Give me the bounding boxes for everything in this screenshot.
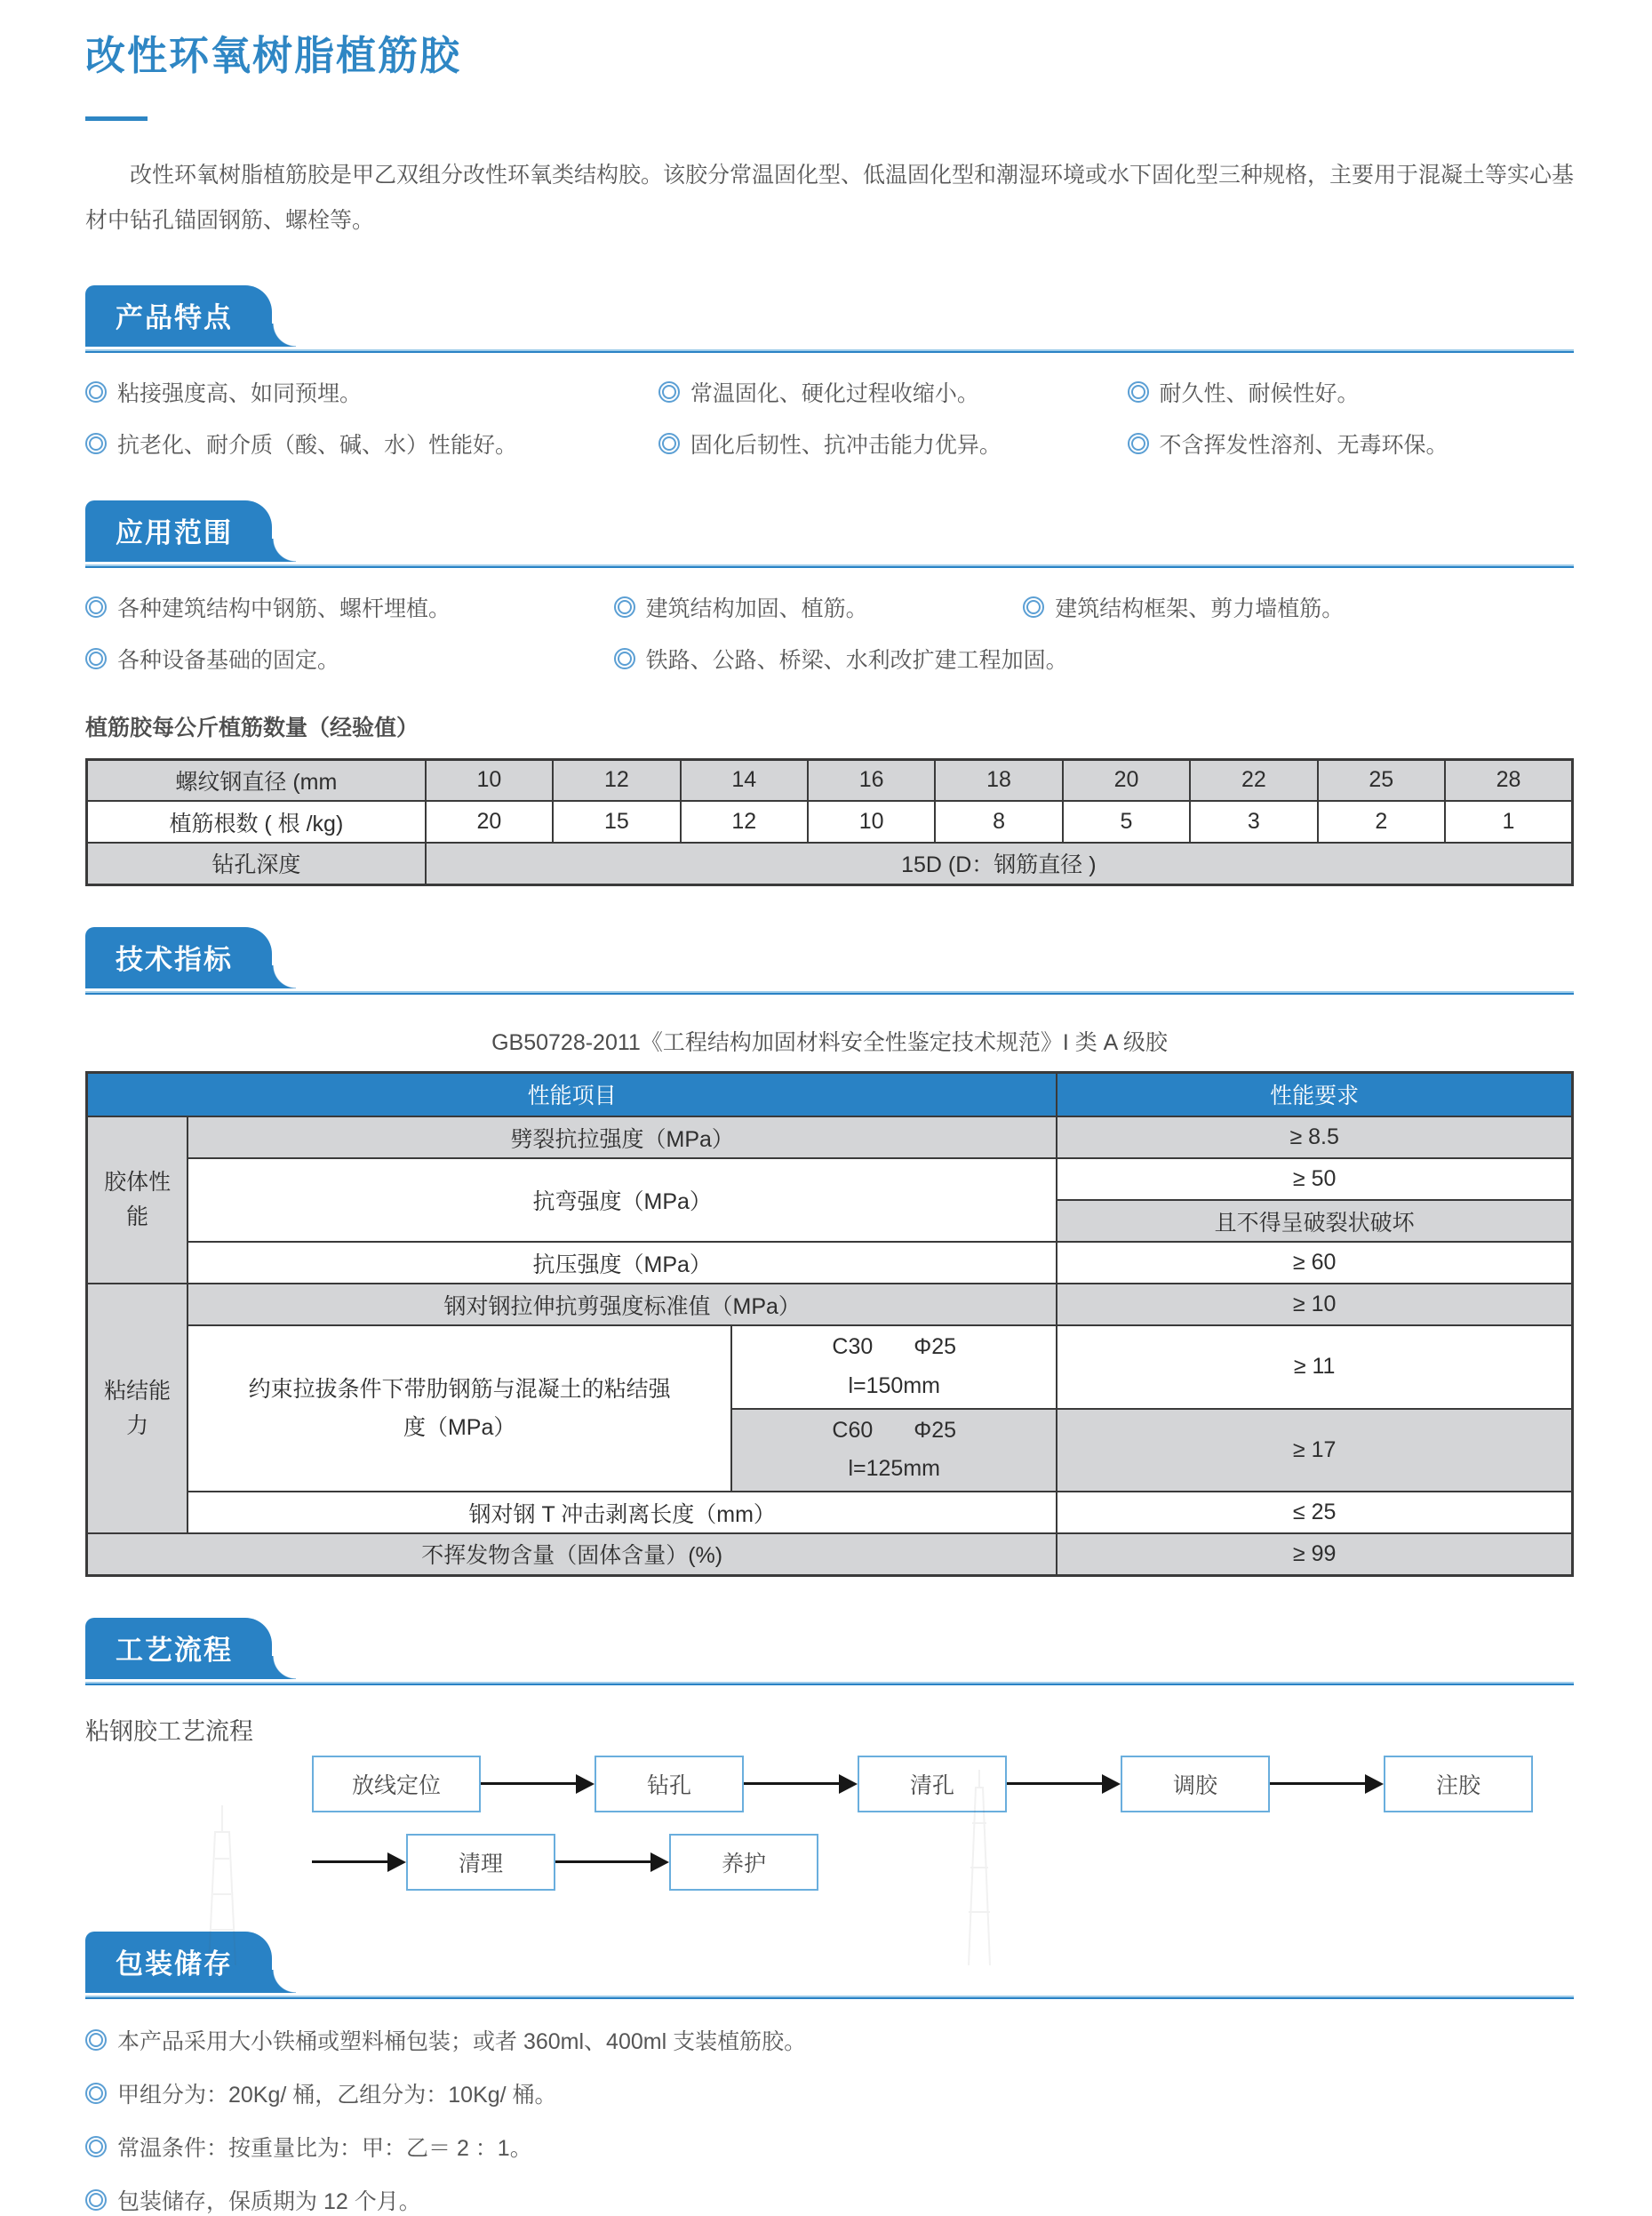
title-dash [85,116,148,121]
double-circle-bullet-icon [658,433,680,454]
diameter-cell: 12 [553,759,680,801]
condition-grade: C30 [832,1334,874,1359]
double-circle-bullet-icon [85,596,107,618]
section-applications-header [85,500,1574,568]
table-row [87,1242,1573,1284]
specs-tab: 技术指标 [85,927,272,988]
section-features-header [85,285,1574,353]
table-row [87,801,1573,843]
packaging-tab: 包装储存 [85,1932,272,1993]
packaging-text: 甲组分为：20Kg/ 桶，乙组分为：10Kg/ 桶。 [117,2082,557,2108]
list-item [85,643,614,675]
condition-cell-c60 [731,1409,1057,1492]
list-item [85,2184,1574,2216]
diameter-cell: 22 [1190,759,1317,801]
application-text: 建筑结构加固、植筋。 [645,596,868,621]
section-rule [85,564,1574,568]
double-circle-bullet-icon [658,381,680,403]
list-item [85,2024,1574,2056]
flow-subtitle: 粘钢胶工艺流程 [85,1717,253,1745]
requirement-value: 且不得呈破裂状破坏 [1057,1200,1572,1242]
requirement-value: ≥ 60 [1057,1242,1572,1284]
requirement-value: ≥ 11 [1057,1325,1572,1409]
arrow-right-icon [312,1860,388,1863]
section-rule [85,1996,1574,1999]
count-cell: 3 [1190,801,1317,843]
count-cell: 20 [426,801,553,843]
group-label-bond: 粘结能力 [87,1284,188,1533]
table-header-row [87,1072,1573,1116]
list-item [85,428,658,460]
process-tab: 工艺流程 [85,1618,272,1679]
list-item [85,376,658,408]
flowchart-row-2 [312,1834,1574,1891]
double-circle-bullet-icon [85,381,107,403]
list-item [1023,591,1574,623]
pullout-label: 约束拉拔条件下带肋钢筋与混凝土的粘结强度（MPa） [248,1377,671,1440]
requirement-value: ≥ 10 [1057,1284,1572,1325]
diameter-cell: 14 [681,759,808,801]
column-header-requirement: 性能要求 [1057,1072,1572,1116]
property-label: 抗弯强度（MPa） [188,1158,1057,1242]
property-label: 钢对钢拉伸抗剪强度标准值（MPa） [188,1284,1057,1325]
arrow-right-icon [481,1782,577,1785]
list-item [1128,428,1575,460]
application-text: 建筑结构框架、剪力墙植筋。 [1055,596,1345,621]
technical-spec-table [85,1071,1574,1577]
table-row [87,1158,1573,1200]
features-tab: 产品特点 [85,285,272,347]
arrow-right-icon [1270,1782,1366,1785]
double-circle-bullet-icon [1128,381,1149,403]
double-circle-bullet-icon [85,2029,107,2051]
group-label-glue: 胶体性能 [87,1116,188,1284]
double-circle-bullet-icon [1128,433,1149,454]
count-cell: 5 [1063,801,1190,843]
diameter-cell: 20 [1063,759,1190,801]
property-label: 劈裂抗拉强度（MPa） [188,1116,1057,1158]
list-item [658,376,1128,408]
flow-step: 调胶 [1121,1756,1270,1812]
feature-text: 耐久性、耐候性好。 [1159,380,1360,406]
row-label: 螺纹钢直径 (mm [87,759,426,801]
packaging-text: 包装储存，保质期为 12 个月。 [117,2188,421,2214]
diameter-cell: 25 [1318,759,1445,801]
arrow-right-icon [1007,1782,1103,1785]
features-list [85,376,1574,460]
flowchart-row-1 [312,1756,1574,1812]
count-cell: 8 [935,801,1062,843]
applications-tab: 应用范围 [85,500,272,562]
table-row [87,843,1573,884]
depth-value-cell: 15D (D：钢筋直径 ) [426,843,1573,884]
count-cell: 15 [553,801,680,843]
property-label: 抗压强度（MPa） [188,1242,1057,1284]
requirement-value: ≥ 17 [1057,1409,1572,1492]
packaging-list [85,2024,1574,2216]
feature-text: 抗老化、耐介质（酸、碱、水）性能好。 [117,432,518,458]
intro-paragraph: 改性环氧树脂植筋胶是甲乙双组分改性环氧类结构胶。该胶分常温固化型、低温固化型和潮湿环境或水下固化型三种规格，主要用于混凝土等实心基材中钻孔锚固钢筋、螺栓等。 [85,163,1575,234]
feature-text: 不含挥发性溶剂、无毒环保。 [1159,432,1448,458]
flow-step: 清孔 [858,1756,1007,1812]
list-item [614,591,1024,623]
property-label [188,1325,731,1492]
diameter-cell: 18 [935,759,1062,801]
list-item [85,2077,1574,2109]
condition-cell-c30 [731,1325,1057,1409]
section-process-header [85,1618,1574,1685]
list-item [85,2131,1574,2163]
double-circle-bullet-icon [85,2136,107,2157]
standard-note: GB50728-2011《工程结构加固材料安全性鉴定技术规范》I 类 A 级胶 [491,1029,1168,1055]
condition-diameter: Φ25 [914,1417,957,1443]
condition-diameter: Φ25 [914,1334,957,1359]
flow-step: 清理 [406,1834,555,1891]
double-circle-bullet-icon [85,648,107,669]
section-rule [85,1682,1574,1685]
diameter-cell: 10 [426,759,553,801]
double-circle-bullet-icon [85,2189,107,2211]
property-label: 钢对钢 T 冲击剥离长度（mm） [188,1492,1057,1533]
page-title: 改性环氧树脂植筋胶 [85,33,462,78]
list-item [614,643,1068,675]
application-text: 各种设备基础的固定。 [117,647,340,673]
section-rule [85,991,1574,995]
flow-step: 注胶 [1384,1756,1533,1812]
arrow-right-icon [744,1782,840,1785]
double-circle-bullet-icon [1023,596,1044,618]
condition-length: l=150mm [848,1372,940,1398]
flow-step: 钻孔 [595,1756,744,1812]
application-text: 铁路、公路、桥梁、水利改扩建工程加固。 [645,647,1068,673]
row-label: 植筋根数 ( 根 /kg) [87,801,426,843]
arrow-right-icon [555,1860,651,1863]
count-cell: 2 [1318,801,1445,843]
requirement-value: ≥ 99 [1057,1533,1572,1575]
property-label: 不挥发物含量（固体含量）(%) [87,1533,1057,1575]
double-circle-bullet-icon [85,2083,107,2104]
requirement-value: ≥ 50 [1057,1158,1572,1200]
section-specs-header [85,927,1574,995]
packaging-text: 常温条件：按重量比为：甲：乙＝ 2 ：1。 [117,2135,532,2161]
count-cell: 10 [808,801,935,843]
double-circle-bullet-icon [614,596,635,618]
condition-length: l=125mm [848,1456,940,1482]
diameter-cell: 28 [1445,759,1573,801]
table-row [87,1284,1573,1325]
feature-text: 固化后韧性、抗冲击能力优异。 [690,432,1002,458]
list-item [658,428,1128,460]
double-circle-bullet-icon [85,433,107,454]
row-label: 钻孔深度 [87,843,426,884]
table-row [87,1116,1573,1158]
table-row [87,1533,1573,1575]
double-circle-bullet-icon [614,648,635,669]
count-cell: 12 [681,801,808,843]
feature-text: 常温固化、硬化过程收缩小。 [690,380,979,406]
flow-step: 养护 [669,1834,818,1891]
application-text: 各种建筑结构中钢筋、螺杆埋植。 [117,596,451,621]
table-row [87,1325,1573,1409]
applications-list [85,591,1574,675]
condition-grade: C60 [832,1417,874,1443]
requirement-value: ≥ 8.5 [1057,1116,1572,1158]
table-row [87,1492,1573,1533]
table-row [87,759,1573,801]
list-item [85,591,614,623]
diameter-cell: 16 [808,759,935,801]
count-cell: 1 [1445,801,1573,843]
flow-step: 放线定位 [312,1756,481,1812]
list-item [1128,376,1575,408]
rebar-table-title: 植筋胶每公斤植筋数量（经验值） [85,715,419,740]
section-rule [85,349,1574,353]
feature-text: 粘接强度高、如同预埋。 [117,380,363,406]
packaging-text: 本产品采用大小铁桶或塑料桶包装；或者 360ml、400ml 支装植筋胶。 [117,2028,807,2054]
rebar-quantity-table [85,758,1574,886]
column-header-item: 性能项目 [87,1072,1057,1116]
requirement-value: ≤ 25 [1057,1492,1572,1533]
